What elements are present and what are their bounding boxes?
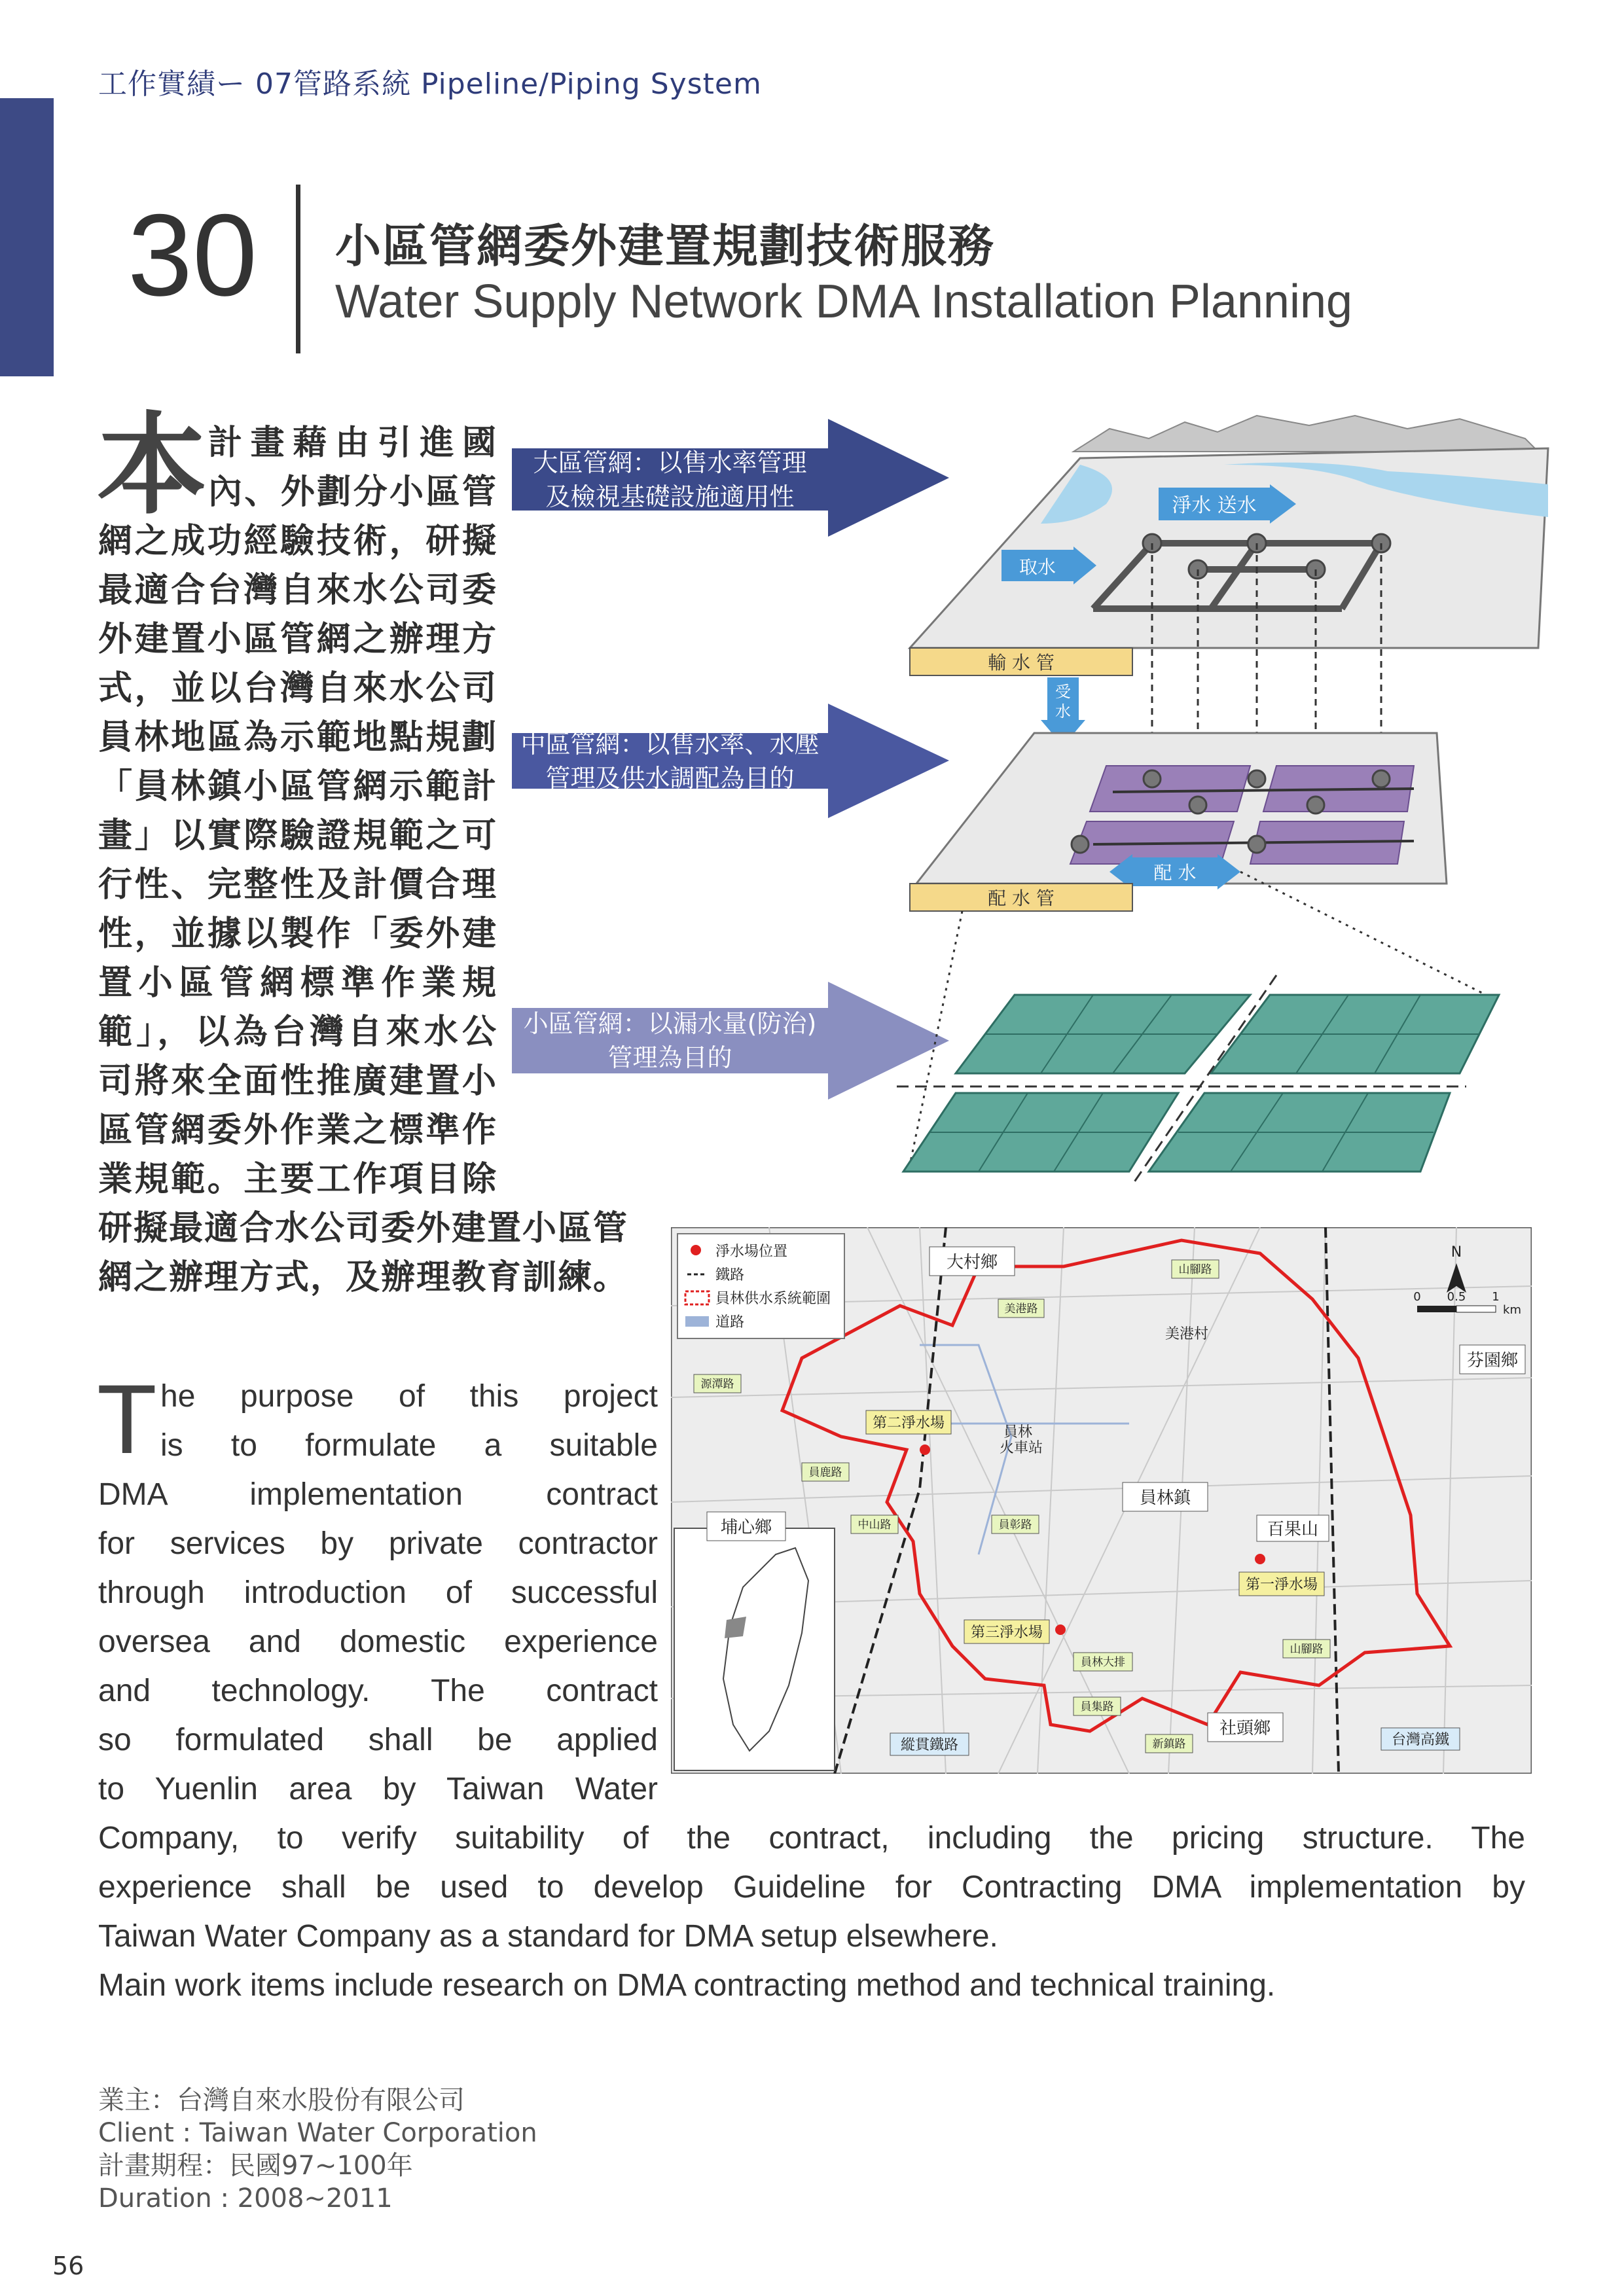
distribution-pipe-label: 配 水 管 xyxy=(988,888,1055,909)
english-body-line: experience shall be used to develop Guideline for Contracting DMA implementation by xyxy=(98,1870,1525,1905)
chinese-body-line: 範」，以為台灣自來水公 xyxy=(98,1013,496,1052)
place-yuanlin-town: 員林鎮 xyxy=(1139,1488,1191,1508)
english-body-line: Main work items include research on DMA contracting method and technical training. xyxy=(98,1968,1276,2003)
first-plant-label: 第一淨水場 xyxy=(1245,1577,1318,1593)
road-tag-yuanshui: 源潭路 xyxy=(700,1378,734,1391)
svg-text:1: 1 xyxy=(1492,1290,1500,1304)
medium-area-plane xyxy=(910,733,1447,911)
english-body-line: and technology. The contract xyxy=(98,1674,658,1708)
chinese-body-line: 業規範。主要工作項目除 xyxy=(98,1160,496,1199)
english-body-line: DMA implementation contract xyxy=(98,1477,658,1512)
title-english: Water Supply Network DMA Installation Planning xyxy=(335,276,1353,328)
place-baiguoshan: 百果山 xyxy=(1267,1520,1319,1539)
road-tag-yuanji: 員集路 xyxy=(1080,1700,1114,1713)
legend-road: 道路 xyxy=(715,1314,745,1331)
chinese-body-line: 外建置小區管網之辦理方 xyxy=(98,620,496,659)
chinese-body-line: 網之辦理方式，及辦理教育訓練。 xyxy=(98,1258,629,1297)
side-accent-bar xyxy=(0,98,54,376)
title-chinese: 小區管網委外建置規劃技術服務 xyxy=(335,219,995,273)
road-tag-yuanzhang: 員彰路 xyxy=(998,1518,1032,1532)
english-body-line: for services by private contractor xyxy=(98,1526,658,1561)
project-number: 30 xyxy=(128,190,257,320)
english-dropcap: T xyxy=(97,1364,157,1474)
legend-rail: 鐵路 xyxy=(715,1267,745,1283)
page-number: 56 xyxy=(52,2251,84,2280)
svg-text:km: km xyxy=(1503,1303,1521,1317)
place-puxin: 埔心鄉 xyxy=(720,1518,772,1537)
large-area-label: 大區管網：以售水率管理 及檢視基礎設施適用性 xyxy=(533,448,807,511)
third-plant-label: 第三淨水場 xyxy=(970,1624,1043,1641)
chinese-body-line: 式，並以台灣自來水公司 xyxy=(98,669,496,708)
yuanlin-station-label: 員林 xyxy=(1003,1424,1033,1441)
second-plant-marker xyxy=(920,1444,930,1455)
chinese-body-line: 司將來全面性推廣建置小 xyxy=(98,1062,496,1101)
road-tag-meigang: 美港路 xyxy=(1004,1302,1038,1316)
svg-text:N: N xyxy=(1451,1244,1462,1261)
road-tag-shanjiao-2: 山腳路 xyxy=(1290,1643,1324,1656)
svg-text:火車站: 火車站 xyxy=(1000,1440,1043,1456)
road-tag-yuanlu: 員鹿路 xyxy=(808,1466,842,1479)
legend-plant: 淨水場位置 xyxy=(715,1244,788,1260)
legend-boundary: 員林供水系統範圍 xyxy=(715,1291,831,1307)
large-area-plane xyxy=(910,416,1548,675)
client-en: Client : Taiwan Water Corporation xyxy=(98,2118,537,2148)
chinese-body-line: 置小區管網標準作業規 xyxy=(98,963,496,1003)
english-body-line: he purpose of this project xyxy=(160,1379,658,1414)
english-body-line: through introduction of successful xyxy=(98,1575,658,1610)
svg-text:0: 0 xyxy=(1413,1290,1421,1304)
chinese-body-line: 性，並據以製作「委外建 xyxy=(98,914,496,954)
chinese-dropcap: 本 xyxy=(97,400,207,529)
dma-layer-diagram xyxy=(504,412,1564,1198)
english-body-line: Company, to verify suitability of the contract, including the pricing structure. The xyxy=(98,1821,1525,1856)
third-plant-marker xyxy=(1055,1624,1066,1635)
chinese-body-line: 網之成功經驗技術，研擬 xyxy=(98,522,496,561)
english-body-line: is to formulate a suitable xyxy=(160,1428,658,1463)
chinese-body-line: 內、外劃分小區管 xyxy=(208,473,496,512)
road-tag-yuanda: 員林大排 xyxy=(1081,1656,1125,1669)
hsr-label: 台灣高鐵 xyxy=(1391,1732,1450,1748)
road-tag-shanjiao: 山腳路 xyxy=(1178,1263,1212,1276)
svg-text:0.5: 0.5 xyxy=(1447,1290,1466,1304)
small-area-label: 小區管網：以漏水量(防治) 管理為目的 xyxy=(523,1009,817,1072)
english-body-line: to Yuenlin area by Taiwan Water xyxy=(98,1772,658,1806)
client-zh: 業主：台灣自來水股份有限公司 xyxy=(98,2085,465,2115)
section-header: 工作實績ー 07管路系統 Pipeline/Piping System xyxy=(98,67,762,101)
chinese-body-line: 研擬最適合水公司委外建置小區管 xyxy=(98,1209,629,1248)
intake-label: 取水 xyxy=(1019,556,1056,578)
zongguan-railway-label: 縱貫鐵路 xyxy=(900,1737,959,1753)
chinese-body-line: 行性、完整性及計價合理 xyxy=(98,865,496,905)
title-divider xyxy=(296,185,300,353)
yuanlin-water-supply-map xyxy=(671,1227,1532,1774)
english-body-line: Taiwan Water Company as a standard for DMA setup elsewhere. xyxy=(98,1919,998,1954)
chinese-body-line: 最適合台灣自來水公司委 xyxy=(98,571,496,610)
duration-en: Duration : 2008~2011 xyxy=(98,2183,393,2214)
second-plant-label: 第二淨水場 xyxy=(872,1415,945,1431)
english-body-line: so formulated shall be applied xyxy=(98,1723,658,1757)
chinese-body-line: 計畫藉由引進國 xyxy=(208,423,496,463)
transmission-pipe-label: 輸 水 管 xyxy=(988,652,1055,673)
place-shetou: 社頭鄉 xyxy=(1219,1719,1271,1738)
place-fenyuan: 芬園鄉 xyxy=(1466,1351,1519,1371)
chinese-body-line: 「員林鎮小區管網示範計 xyxy=(98,767,496,806)
place-meigang-village: 美港村 xyxy=(1165,1326,1209,1342)
duration-zh: 計畫期程：民國97~100年 xyxy=(98,2151,413,2181)
road-tag-zhongshan: 中山路 xyxy=(857,1518,892,1532)
first-plant-marker xyxy=(1255,1554,1265,1564)
place-dacun: 大村鄉 xyxy=(946,1253,998,1272)
clean-water-send-label: 淨水 送水 xyxy=(1172,494,1257,517)
medium-area-label: 中區管網：以售水率、水壓 管理及供水調配為目的 xyxy=(520,729,820,793)
receive-water-label: 受 xyxy=(1055,683,1071,701)
chinese-body-line: 員林地區為示範地點規劃 xyxy=(98,718,496,757)
svg-text:水: 水 xyxy=(1055,702,1071,721)
distribution-label: 配 水 xyxy=(1153,862,1197,884)
chinese-body-line: 畫」以實際驗證規範之可 xyxy=(98,816,496,855)
chinese-body-line: 區管網委外作業之標準作 xyxy=(98,1111,496,1150)
road-tag-xinzhen: 新鎮路 xyxy=(1152,1738,1186,1751)
english-body-line: oversea and domestic experience xyxy=(98,1624,658,1659)
